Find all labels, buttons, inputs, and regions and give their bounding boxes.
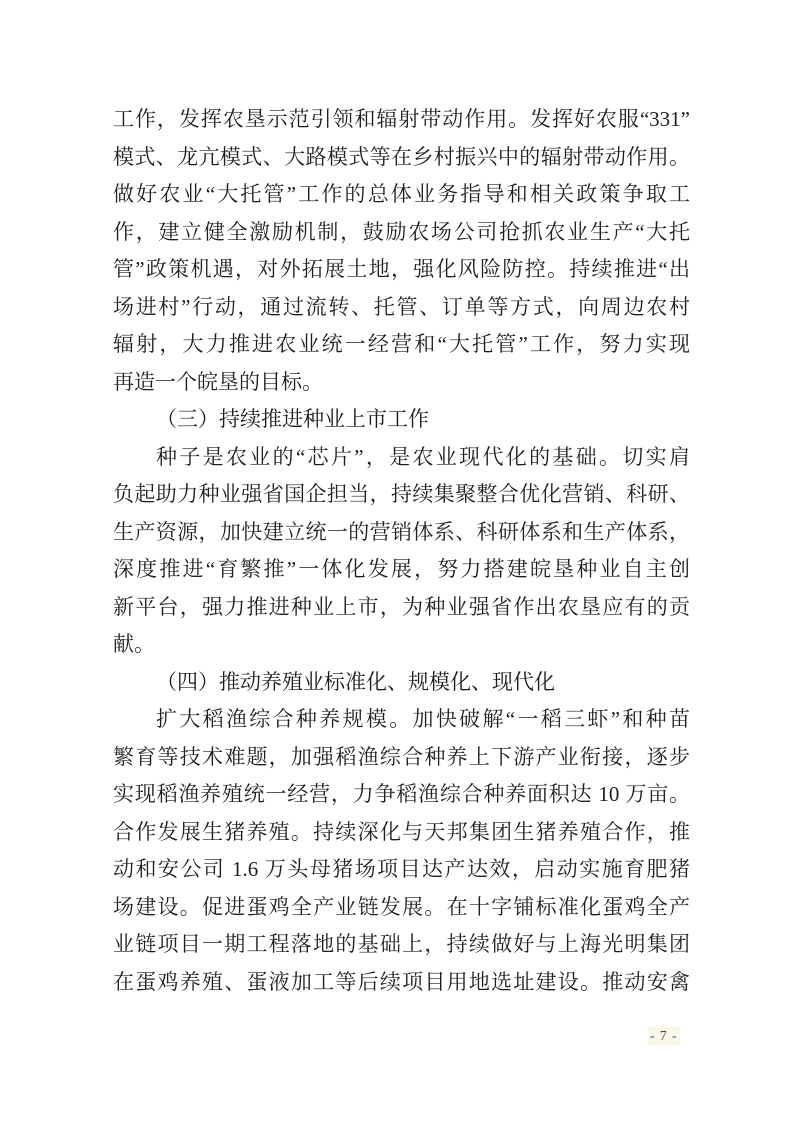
text-line: 再造一个皖垦的目标。 (113, 369, 323, 394)
text-line: 在蛋鸡养殖、蛋液加工等后续项目用地选址建设。推动安禽 (113, 969, 690, 994)
text-line: 业链项目一期工程落地的基础上，持续做好与上海光明集团 (113, 932, 690, 956)
text-line: 管”政策机遇，对外拓展土地，强化风险防控。持续推进“出 (113, 257, 690, 281)
text-line: 献。 (113, 632, 155, 656)
text-line: 种子是农业的“芯片”，是农业现代化的基础。切实肩 (156, 444, 690, 469)
text-line: 扩大稻渔综合种养规模。加快破解“一稻三虾”和种苗 (156, 707, 690, 731)
text-line: 辐射，大力推进农业统一经营和“大托管”工作，努力实现 (113, 332, 690, 356)
text-line: 场建设。促进蛋鸡全产业链发展。在十字铺标准化蛋鸡全产 (113, 894, 690, 919)
text-content (113, 101, 690, 1001)
section-heading: （三）持续推进种业上市工作 (156, 407, 429, 431)
text-line: 深度推进“育繁推”一体化发展，努力搭建皖垦种业自主创 (113, 557, 690, 581)
text-line: 场进村”行动，通过流转、托管、订单等方式，向周边农村 (113, 294, 690, 319)
section-heading: （四）推动养殖业标准化、规模化、现代化 (156, 669, 555, 694)
text-line: 负起助力种业强省国企担当，持续集聚整合优化营销、科研、 (113, 482, 690, 506)
text-line: 模式、龙亢模式、大路模式等在乡村振兴中的辐射带动作用。 (113, 144, 690, 169)
text-line: 合作发展生猪养殖。持续深化与天邦集团生猪养殖合作，推 (113, 819, 690, 844)
text-line: 工作，发挥农垦示范引领和辐射带动作用。发挥好农服“331” (113, 107, 690, 131)
text-line: 做好农业“大托管”工作的总体业务指导和相关政策争取工 (113, 182, 690, 206)
text-line: 繁育等技术难题，加强稻渔综合种养上下游产业衔接，逐步 (113, 744, 690, 769)
text-line: 实现稻渔养殖统一经营，力争稻渔综合种养面积达 10 万亩。 (113, 782, 690, 806)
text-line: 动和安公司 1.6 万头母猪场项目达产达效，启动实施育肥猪 (113, 857, 690, 881)
text-line: 新平台，强力推进种业上市，为种业强省作出农垦应有的贡 (113, 594, 690, 619)
text-line: 作，建立健全激励机制，鼓励农场公司抢抓农业生产“大托 (113, 219, 690, 244)
page-number: - 7 - (650, 1028, 678, 1043)
text-line: 生产资源，加快建立统一的营销体系、科研体系和生产体系， (113, 519, 690, 544)
